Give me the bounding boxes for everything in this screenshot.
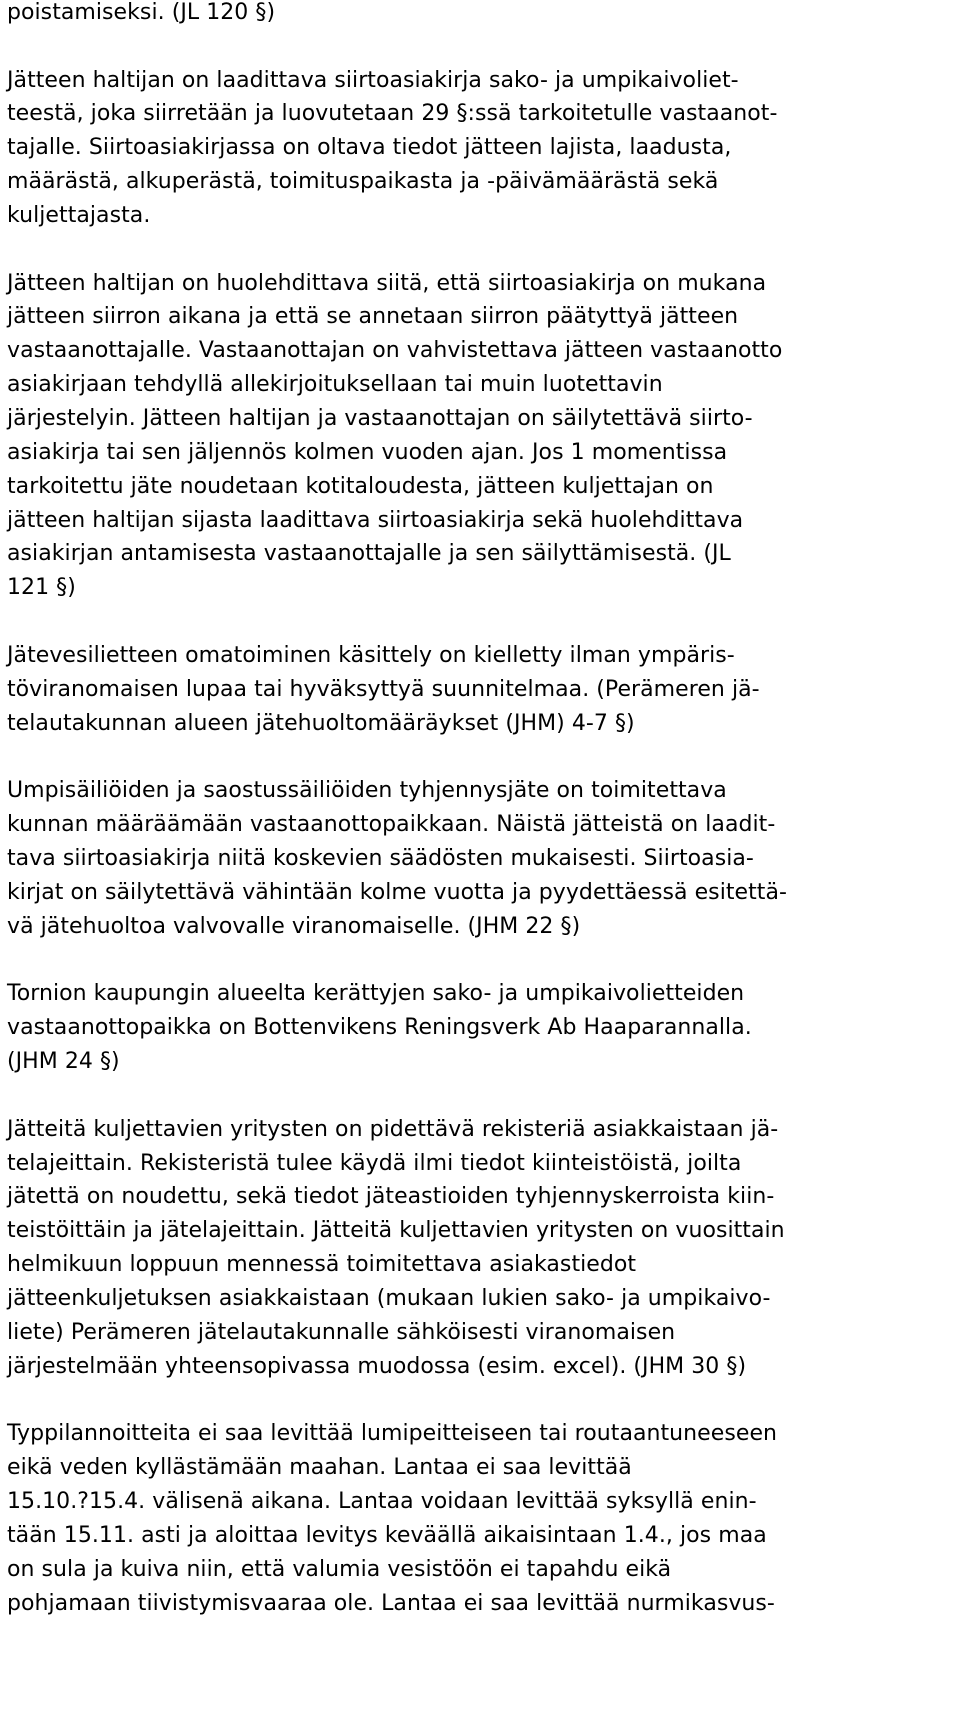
text-line: jätteen siirron aikana ja että se annetaan siirron päätyttyä jätteen [7, 304, 739, 329]
text-line: järjestelyin. Jätteen haltijan ja vastaanottajan on säilytettävä siirto- [7, 406, 753, 431]
text-line: telautakunnan alueen jätehuoltomääräykset (JHM) 4-7 §) [7, 711, 635, 736]
text-line: 121 §) [7, 575, 76, 600]
text-line: teestä, joka siirretään ja luovutetaan 29 §:ssä tarkoitetulle vastaanot- [7, 101, 778, 126]
text-line: asiakirja tai sen jäljennös kolmen vuoden ajan. Jos 1 momentissa [7, 440, 728, 465]
text-line: pohjamaan tiivistymisvaaraa ole. Lantaa ei saa levittää nurmikasvus- [7, 1591, 775, 1616]
text-line: telajeittain. Rekisteristä tulee käydä ilmi tiedot kiinteistöistä, joilta [7, 1151, 742, 1176]
text-line: Jätteen haltijan on huolehdittava siitä, että siirtoasiakirja on mukana [7, 271, 767, 296]
text-line: Tornion kaupungin alueelta kerättyjen sako- ja umpikaivolietteiden [7, 981, 745, 1006]
text-line: vastaanottopaikka on Bottenvikens Reningsverk Ab Haaparannalla. [7, 1015, 752, 1040]
text-line: helmikuun loppuun mennessä toimitettava asiakastiedot [7, 1252, 637, 1277]
text-line: töviranomaisen lupaa tai hyväksyttyä suunnitelmaa. (Perämeren jä- [7, 677, 760, 702]
text-line: jätettä on noudettu, sekä tiedot jäteastioiden tyhjennyskerroista kiin- [7, 1184, 775, 1209]
text-line: kunnan määräämään vastaanottopaikkaan. Näistä jätteistä on laadit- [7, 812, 776, 837]
text-line: poistamiseksi. (JL 120 §) [7, 0, 276, 25]
text-line: on sula ja kuiva niin, että valumia vesistöön ei tapahdu eikä [7, 1557, 672, 1582]
text-line: kirjat on säilytettävä vähintään kolme vuotta ja pyydettäessä esitettä- [7, 880, 787, 905]
text-line: Jätteitä kuljettavien yritysten on pidettävä rekisteriä asiakkaistaan jä- [7, 1117, 779, 1142]
text-line: määrästä, alkuperästä, toimituspaikasta ja -päivämäärästä sekä [7, 169, 719, 194]
text-line: tään 15.11. asti ja aloittaa levitys keväällä aikaisintaan 1.4., jos maa [7, 1523, 767, 1548]
text-line: tava siirtoasiakirja niitä koskevien säädösten mukaisesti. Siirtoasia- [7, 846, 754, 871]
text-line: järjestelmään yhteensopivassa muodossa (esim. excel). (JHM 30 §) [7, 1354, 747, 1379]
text-line: vä jätehuoltoa valvovalle viranomaiselle. (JHM 22 §) [7, 914, 581, 939]
text-line: kuljettajasta. [7, 203, 151, 228]
text-line: jätteen haltijan sijasta laadittava siirtoasiakirja sekä huolehdittava [7, 508, 744, 533]
text-line: Jätteen haltijan on laadittava siirtoasiakirja sako- ja umpikaivoliet- [7, 68, 739, 93]
text-line: Jätevesilietteen omatoiminen käsittely on kielletty ilman ympäris- [7, 643, 735, 668]
text-line: tarkoitettu jäte noudetaan kotitaloudesta, jätteen kuljettajan on [7, 474, 714, 499]
text-line: eikä veden kyllästämään maahan. Lantaa ei saa levittää [7, 1455, 632, 1480]
text-line: (JHM 24 §) [7, 1049, 120, 1074]
text-line: jätteenkuljetuksen asiakkaistaan (mukaan lukien sako- ja umpikaivo- [7, 1286, 771, 1311]
text-line: vastaanottajalle. Vastaanottajan on vahvistettava jätteen vastaanotto [7, 338, 783, 363]
text-line: asiakirjaan tehdyllä allekirjoituksellaan tai muin luotettavin [7, 372, 663, 397]
text-line: teistöittäin ja jätelajeittain. Jätteitä kuljettavien yritysten on vuosittain [7, 1218, 785, 1243]
text-line: liete) Perämeren jätelautakunnalle sähköisesti viranomaisen [7, 1320, 676, 1345]
text-line: asiakirjan antamisesta vastaanottajalle ja sen säilyttämisestä. (JL [7, 541, 731, 566]
text-line: Umpisäiliöiden ja saostussäiliöiden tyhjennysjäte on toimitettava [7, 778, 727, 803]
text-line: Typpilannoitteita ei saa levittää lumipeitteiseen tai routaantuneeseen [7, 1421, 778, 1446]
text-line: tajalle. Siirtoasiakirjassa on oltava tiedot jätteen lajista, laadusta, [7, 135, 732, 160]
text-line: 15.10.?15.4. välisenä aikana. Lantaa voidaan levittää syksyllä enin- [7, 1489, 757, 1514]
